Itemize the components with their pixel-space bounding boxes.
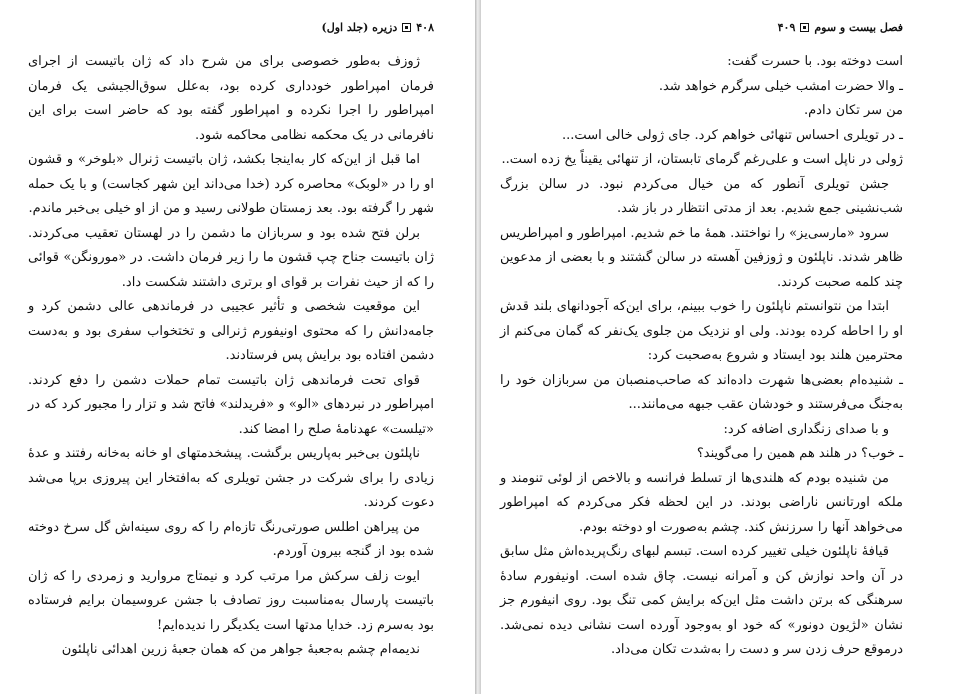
- paragraph: ژولی در ناپل است و علی‌رغم گرمای تابستان، از تنهائی یقیناً یخ زده است..: [501, 152, 903, 167]
- right-page-header: [500, 18, 903, 36]
- running-title: فصل بیست و سوم: [814, 20, 903, 34]
- paragraph: و با صدای زنگداری اضافه کرد:: [723, 421, 889, 437]
- square-ornament-icon: [402, 23, 411, 32]
- paragraph: من سر تکان دادم.: [804, 103, 903, 118]
- paragraph: است دوخته بود. با حسرت گفت:: [727, 54, 903, 69]
- paragraph: این موقعیت شخصی و تأثیر عجیبی در فرماندهی عالی دشمن کرد و جامه‌دانش را که محتوی اونیفورم ژنرالی و تختخواب سفری بود و به‌دست دشمن افتاده بود برایش پس فرستادند.: [28, 299, 434, 363]
- running-title: دزیره (جلد اول): [321, 20, 398, 34]
- paragraph: ژوزف به‌طور خصوصی برای من شرح داد که ژان باتیست از اجرای فرمان امپراطور خودداری کرده بود، به‌علل سوق‌الجیشی یک فرمان امپراطور را اجرا نکرده و امپراطور گفته بود که حاضر است برای این نافرمانی در یک محکمه نظامی محاکمه شود.: [28, 54, 434, 143]
- page-number: ۴۰۸: [416, 20, 434, 34]
- square-ornament-icon: [800, 23, 809, 32]
- paragraph: ایوت زلف سرکش مرا مرتب کرد و نیمتاج مروارید و زمردی را که ژان باتیست پارسال به‌مناسبت روز تصادف با جشن عروسیمان برایم فرستاده بود به‌سرم زد. خدایا مدتها است یکدیگر را ندیده‌ایم!: [28, 568, 434, 633]
- paragraph: جشن تویلری آنطور که من خیال می‌کردم نبود. در سالن بزرگ شب‌نشینی جمع شدیم. بعد از مدتی انتظار در باز شد.: [500, 176, 903, 216]
- paragraph: من شنیده بودم که هلندی‌ها از تسلط فرانسه و بالاخص از لوئی تنومند و ملکه اورتانس ناراضی بودند. در این لحظه فکر می‌کردم که امپراطور می‌خواهد آنها را سرزنش کند. چشم به‌صورت او دوخته بودم.: [500, 470, 903, 535]
- paragraph: برلن فتح شده بود و سربازان ما دشمن را در لهستان تعقیب می‌کردند. ژان باتیست جناح چپ قشون ما را زیر فرمان داشت. در «مورونگن» قوائی را که از حیث نفرات بر قوای او برتری داشتند شکست داد.: [28, 225, 434, 290]
- dialogue-line: ـ شنیده‌ام بعضی‌ها شهرت داده‌اند که صاحب‌منصبان من سربازان خود را به‌جنگ می‌فرستند و خودشان عقب جبهه می‌مانند...: [500, 372, 903, 412]
- dialogue-line: ـ والا حضرت امشب خیلی سرگرم خواهد شد.: [658, 78, 903, 94]
- paragraph: سرود «مارسی‌یز» را نواختند. همهٔ ما خم شدیم. امپراطور و امپراطریس ظاهر شدند. ناپلئون و ژوزفین آهسته در سالن گشتند و با بعضی از مدعوین چند کلمه صحبت کردند.: [500, 225, 903, 290]
- dialogue-line: ـ در تویلری احساس تنهائی خواهم کرد. جای ژولی خالی است...: [562, 127, 903, 143]
- right-page-title-group: [778, 21, 903, 34]
- paragraph: قوای تحت فرماندهی ژان باتیست تمام حملات دشمن را دفع کردند. امپراطور در نبردهای «الو» و «فریدلند» فاتح شد و تزار را مجبور کرد که در «تیلست» عهدنامهٔ صلح را امضا کند.: [28, 372, 434, 437]
- left-page: [0, 0, 476, 694]
- paragraph: ندیمه‌ام چشم به‌جعبهٔ جواهر من که همان جعبهٔ زرین اهدائی ناپلئون: [61, 642, 420, 657]
- left-page-header: [28, 18, 434, 36]
- paragraph: قیافهٔ ناپلئون خیلی تغییر کرده است. تبسم لبهای رنگ‌پریده‌اش مثل سابق در آن واحد نوازش کن و آمرانه نیست. چاق شده است. اونیفورم سادهٔ سرهنگی که برتن داشت مثل این‌که برایش کمی تنگ بود. روی انیفورم جز نشان «لژیون دونور» که خود او به‌وجود آورده است نشانی دیده نمی‌شد. درموقع حرف زدن سر و دست را به‌شدت تکان می‌داد.: [500, 544, 903, 657]
- paragraph: اما قبل از این‌که کار به‌اینجا بکشد، ژان باتیست ژنرال «بلوخر» و قشون او را در «لوبک» محاصره کرد (خدا می‌داند این شهر کجاست) و با یک حمله شهر را گرفته بود. بعد زمستان طولانی رسید و من از او خیلی بی‌خبر ماندم.: [28, 152, 434, 216]
- paragraph: ناپلئون بی‌خبر به‌پاریس برگشت. پیشخدمتهای او خانه به‌خانه رفتند و عدهٔ زیادی را برای شرکت در جشن تویلری که به‌افتخار این پیروزی برپا می‌شد دعوت کردند.: [28, 446, 434, 510]
- page-number: ۴۰۹: [777, 20, 796, 34]
- right-page: [480, 0, 963, 694]
- dialogue-line: ـ خوب؟ در هلند هم همین را می‌گویند؟: [696, 446, 903, 461]
- paragraph: ابتدا من نتوانستم ناپلئون را خوب ببینم، برای این‌که آجودانهای بلند قدش او را احاطه کرده بودند. ولی او نزدیک من جلوی یک‌نفر که گمان می‌کنم از محترمین هلند بود ایستاد و شروع به‌صحبت کرد:: [500, 299, 903, 363]
- paragraph: من پیراهن اطلس صورتی‌رنگ تازه‌ام را که روی سینه‌اش گل سرخ دوخته شده بود از گنجه بیرون آوردم.: [28, 519, 434, 559]
- left-page-number-group: [322, 21, 434, 34]
